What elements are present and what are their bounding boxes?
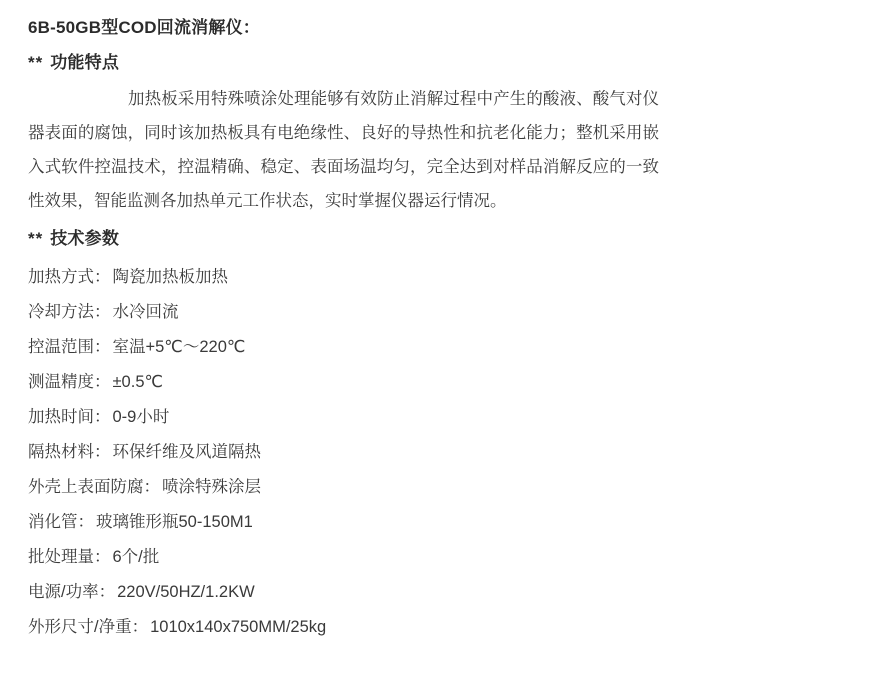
spec-list [28, 260, 864, 645]
spec-value: 6个/批 [112, 548, 160, 566]
spec-value: 环保纤维及风道隔热 [112, 443, 261, 461]
section-marker: ** [28, 53, 44, 72]
spec-value: 室温+5℃～220℃ [112, 338, 246, 356]
spec-value: 0-9小时 [112, 408, 170, 426]
spec-label: 加热时间： [28, 408, 111, 426]
spec-value: ±0.5℃ [112, 373, 164, 391]
section-heading-specs [28, 224, 864, 254]
spec-label: 测温精度： [28, 373, 111, 391]
list-item [28, 400, 864, 435]
spec-value: 玻璃锥形瓶50-150M1 [96, 513, 253, 531]
list-item [28, 610, 864, 645]
section-heading-label: 技术参数 [50, 229, 120, 248]
spec-label: 消化管： [28, 513, 94, 531]
spec-label: 电源/功率： [28, 583, 116, 601]
list-item [28, 260, 864, 295]
list-item [28, 435, 864, 470]
list-item [28, 470, 864, 505]
spec-value: 220V/50HZ/1.2KW [117, 583, 255, 601]
section-heading-features [28, 48, 864, 78]
spec-value: 陶瓷加热板加热 [112, 268, 228, 286]
spec-label: 外壳上表面防腐： [28, 478, 160, 496]
features-paragraph: 加热板采用特殊喷涂处理能够有效防止消解过程中产生的酸液、酸气对仪器表面的腐蚀，同时该加热板具有电绝缘性、良好的导热性和抗老化能力；整机采用嵌入式软件控温技术，控温精确、稳定、表面场温均匀，完全达到对样品消解反应的一致性效果，智能监测各加热单元工作状态，实时掌握仪器运行情况。 [28, 90, 659, 210]
section-heading-label: 功能特点 [50, 53, 120, 72]
list-item [28, 575, 864, 610]
list-item [28, 365, 864, 400]
spec-label: 外形尺寸/净重： [28, 618, 149, 636]
spec-value: 水冷回流 [112, 303, 179, 321]
spec-label: 加热方式： [28, 268, 111, 286]
spec-label: 冷却方法： [28, 303, 111, 321]
spec-value: 喷涂特殊涂层 [162, 478, 261, 496]
spec-value: 1010x140x750MM/25kg [150, 618, 327, 636]
page-title: 6B-50GB型COD回流消解仪： [28, 18, 260, 37]
list-item [28, 295, 864, 330]
section-marker: ** [28, 229, 44, 248]
spec-label: 隔热材料： [28, 443, 111, 461]
list-item [28, 505, 864, 540]
spec-label: 批处理量： [28, 548, 111, 566]
spec-label: 控温范围： [28, 338, 111, 356]
list-item [28, 540, 864, 575]
list-item [28, 330, 864, 365]
